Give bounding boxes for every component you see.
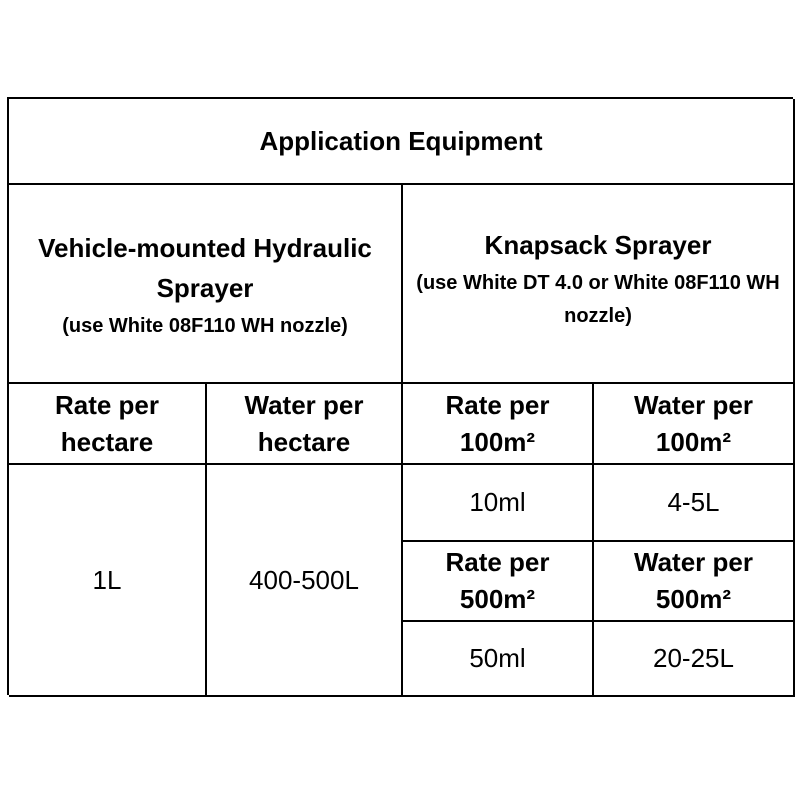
table-title: Application Equipment (9, 99, 795, 185)
application-equipment-table (7, 97, 793, 695)
value-water-per-100m2: 4-5L (594, 465, 795, 542)
value-rate-per-500m2: 50ml (403, 622, 594, 697)
column-header-water-per-500m2: Water per 500m² (594, 542, 795, 622)
column-header-rate-per-500m2: Rate per 500m² (403, 542, 594, 622)
value-rate-per-100m2: 10ml (403, 465, 594, 542)
vehicle-sprayer-note: (use White 08F110 WH nozzle) (62, 315, 348, 337)
column-header-water-per-hectare: Water per hectare (207, 384, 403, 465)
vehicle-sprayer-name: Vehicle-mounted Hydraulic Sprayer (38, 233, 372, 303)
knapsack-sprayer-name: Knapsack Sprayer (484, 229, 712, 260)
knapsack-sprayer-note: (use White DT 4.0 or White 08F110 WH nozzle) (416, 271, 780, 327)
vehicle-sprayer-header (9, 185, 403, 384)
value-rate-per-hectare: 1L (9, 465, 207, 697)
column-header-water-per-100m2: Water per 100m² (594, 384, 795, 465)
value-water-per-500m2: 20-25L (594, 622, 795, 697)
column-header-rate-per-100m2: Rate per 100m² (403, 384, 594, 465)
column-header-rate-per-hectare: Rate per hectare (9, 384, 207, 465)
knapsack-sprayer-header (403, 185, 795, 384)
value-water-per-hectare: 400-500L (207, 465, 403, 697)
